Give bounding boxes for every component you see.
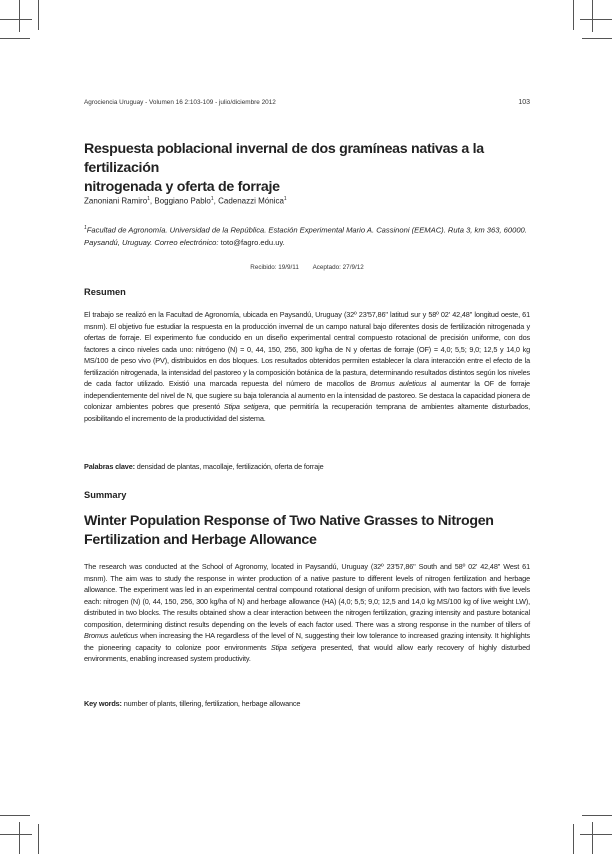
species-name: Stipa setigera (270, 642, 317, 652)
article-title-en (84, 512, 530, 550)
key-words-text: number of plants, tillering, fertilization, herbage allowance (121, 699, 301, 708)
palabras-clave-text: densidad de plantas, macollaje, fertilización, oferta de forraje (134, 462, 324, 471)
palabras-clave (84, 462, 530, 471)
crop-mark (0, 38, 30, 39)
crop-mark (592, 0, 593, 32)
journal-citation: Agrociencia Uruguay - Volumen 16 2:103-109 - julio/diciembre 2012 (84, 99, 276, 106)
crop-mark (580, 834, 612, 835)
received-dates (84, 264, 530, 271)
received-date: Recibido: 19/9/11 (250, 264, 299, 271)
article-title-es (84, 140, 530, 197)
page-number: 103 (518, 99, 530, 106)
crop-mark (592, 822, 593, 854)
affiliation (84, 222, 530, 250)
author-sup: 1 (210, 196, 214, 202)
resumen-text: , que permitiría la recuperación temprana de ambientes altamente disturbados, posibilitando el incremento de la productividad del sistema. (84, 402, 531, 423)
author-name: Cadenazzi Mónica (218, 196, 284, 206)
author-name: Zanoniani Ramiro (84, 196, 148, 206)
species-name: Bromus auleticus (84, 631, 138, 641)
resumen-heading: Resumen (84, 287, 126, 297)
crop-mark (573, 824, 574, 854)
resumen-text: El trabajo se realizó en la Facultad de Agronomía, ubicada en Paysandú, Uruguay (32º 23'57,86" latitud sur y 58º 02' 42,48" longitud oeste, 61 msnm). El objetivo fue estudiar la respuesta en la producción invernal de un campo natural bajo diferentes dosis de fertilización nitrogenada y ofertas de forraje. El experimento fue conducido en un diseño experimental central compuesto rotacional de precisión uniforme, con dos factores a cinco niveles cada uno: nitrógeno (N) = 0, 44, 150, 256, 300 kg/ha de N y ofertas de forraje (OF) = 4,0; 5,5; 9,0; 12,5 y 14,0 kg MS/100 de peso vivo (PV), distribuidos en dos bloques. Los resultados obtenidos permiten establecer la clara interacción entre el efecto de la fertilización nitrogenada, la intensidad del pastoreo y la composición botánica de la pastura, determinando resultados distintos según los niveles de cada factor utilizado. Existió una marcada repuesta del número de macollos de (84, 310, 530, 389)
summary-body (84, 561, 530, 665)
resumen-text: al aumentar la OF de forraje independientemente del nivel de N, que sugiere su baja tolerancia al aumento en la intensidad de pastoreo. Se destaca la capacidad pionera de colonizar ambientes pobres que presentó (84, 379, 530, 412)
summary-text: when increasing the HA regardless of the level of N, suggesting their low tolerance to increased grazing intensity. It highlights the pioneering capacity to colonize poor environments (84, 631, 530, 652)
key-words (84, 699, 530, 708)
title-es-line: Respuesta poblacional invernal de dos gramíneas nativas a la fertilización (84, 141, 484, 176)
author-name: Boggiano Pablo (154, 196, 211, 206)
resumen-body (84, 309, 530, 424)
summary-heading: Summary (84, 490, 127, 500)
crop-mark (580, 19, 612, 20)
summary-text: The research was conducted at the School of Agronomy, located in Paysandú, Uruguay (32º 23'57,86" South and 58º 02' 42,48" West 61 msnm). The aim was to study the response in winter production of a native pasture to different levels of nitrogen fertilization and herbage allowance. The experiment was led in an experimental central compound rotational design of uniform precision, with two factors with five levels each: nitrogen (N) (0, 44, 150, 256, 300 kg/ha of N) and herbage allowance (HA) (4,0; 5,5; 9,0; 12,5 and 14,0 kg MS/100 kg of live weight LW), distributed in two blocks. The results obtained show a clear interaction between the nitrogen fertilization, grazing intensity and pasture botanical composition, determining distinct results depending on the levels of each factor used. There was a strong response in the number of tillers of (84, 562, 530, 629)
title-en-line: Winter Population Response of Two Native Grasses to Nitrogen (84, 513, 494, 529)
author-sup: 1 (147, 196, 150, 202)
accepted-date: Aceptado: 27/9/12 (312, 264, 364, 271)
authors: Zanoniani Ramiro$^1$, Boggiano Pablo$^1$, Cadenazzi Mónica$^1$ (84, 196, 287, 206)
crop-mark (582, 815, 612, 816)
crop-mark (19, 822, 20, 854)
affiliation-sup: 1 (84, 225, 87, 231)
crop-mark (0, 834, 32, 835)
crop-mark (0, 815, 30, 816)
species-name: Stipa setigera (223, 402, 269, 412)
species-name: Bromus auleticus (370, 379, 427, 389)
title-en-line: Fertilization and Herbage Allowance (84, 532, 317, 548)
running-header (84, 99, 530, 106)
affiliation-text: Facultad de Agronomía. Universidad de la República. Estación Experimental Mario A. Cassinoni (EEMAC). Ruta 3, km 363, 60000. Paysandú, Uruguay. Correo electrónico: (84, 225, 527, 248)
crop-mark (0, 19, 32, 20)
crop-mark (38, 0, 39, 30)
summary-text: presented, that would allow early recovery of highly disturbed environments, enabling increased system productivity. (84, 642, 530, 664)
crop-mark (573, 0, 574, 30)
title-es-line: nitrogenada y oferta de forraje (84, 179, 280, 195)
crop-mark (38, 824, 39, 854)
crop-mark (582, 38, 612, 39)
crop-mark (19, 0, 20, 32)
palabras-clave-label: Palabras clave: (84, 462, 135, 471)
key-words-label: Key words: (84, 699, 122, 708)
email-address[interactable]: toto@fagro.edu.uy. (220, 238, 285, 248)
author-sup: 1 (283, 196, 287, 202)
